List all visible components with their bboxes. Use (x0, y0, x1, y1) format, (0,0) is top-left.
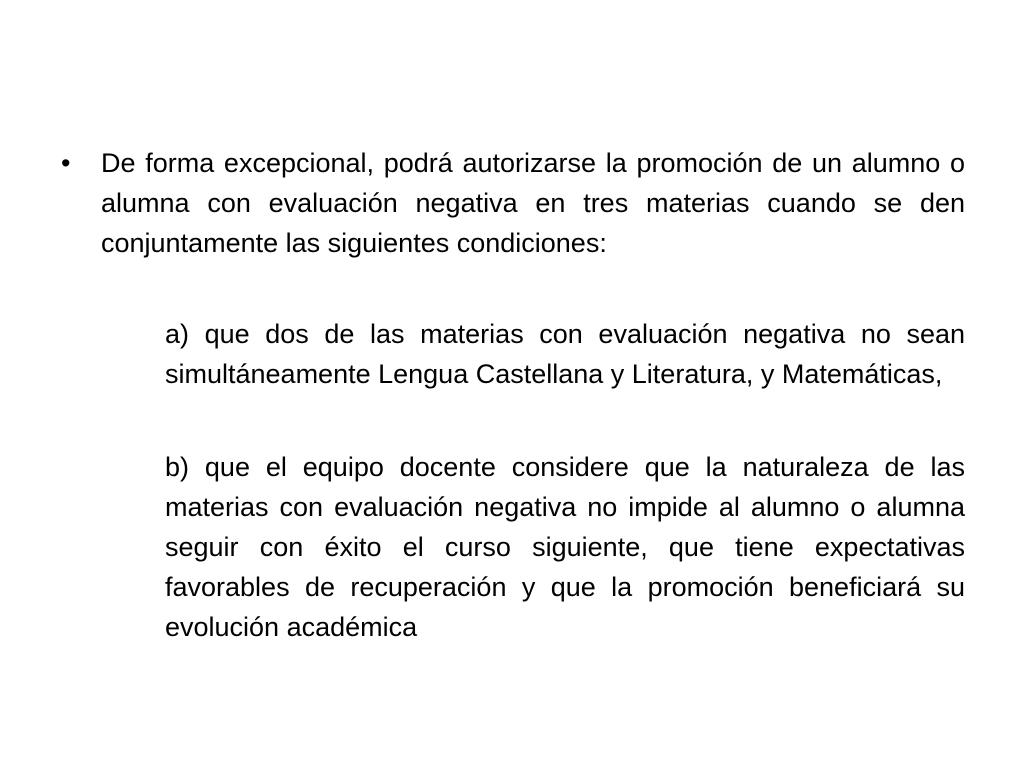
condition-b: b) que el equipo docente considere que la naturaleza de las materias con evaluación negativa no impide al alumno o alumna seguir con éxito el curso siguiente, que tiene expectativas favorables de recuperación y que la promoción beneficiará su evolución académica (165, 452, 965, 642)
bullet-glyph: • (61, 148, 71, 178)
main-bullet (61, 143, 965, 263)
condition-a: a) que dos de las materias con evaluación negativa no sean simultáneamente Lengua Castellana y Literatura, y Matemáticas, (165, 319, 965, 389)
main-bullet-text: De forma excepcional, podrá autorizarse la promoción de un alumno o alumna con evaluación negativa en tres materias cuando se den conjuntamente las siguientes condiciones: (101, 148, 965, 258)
